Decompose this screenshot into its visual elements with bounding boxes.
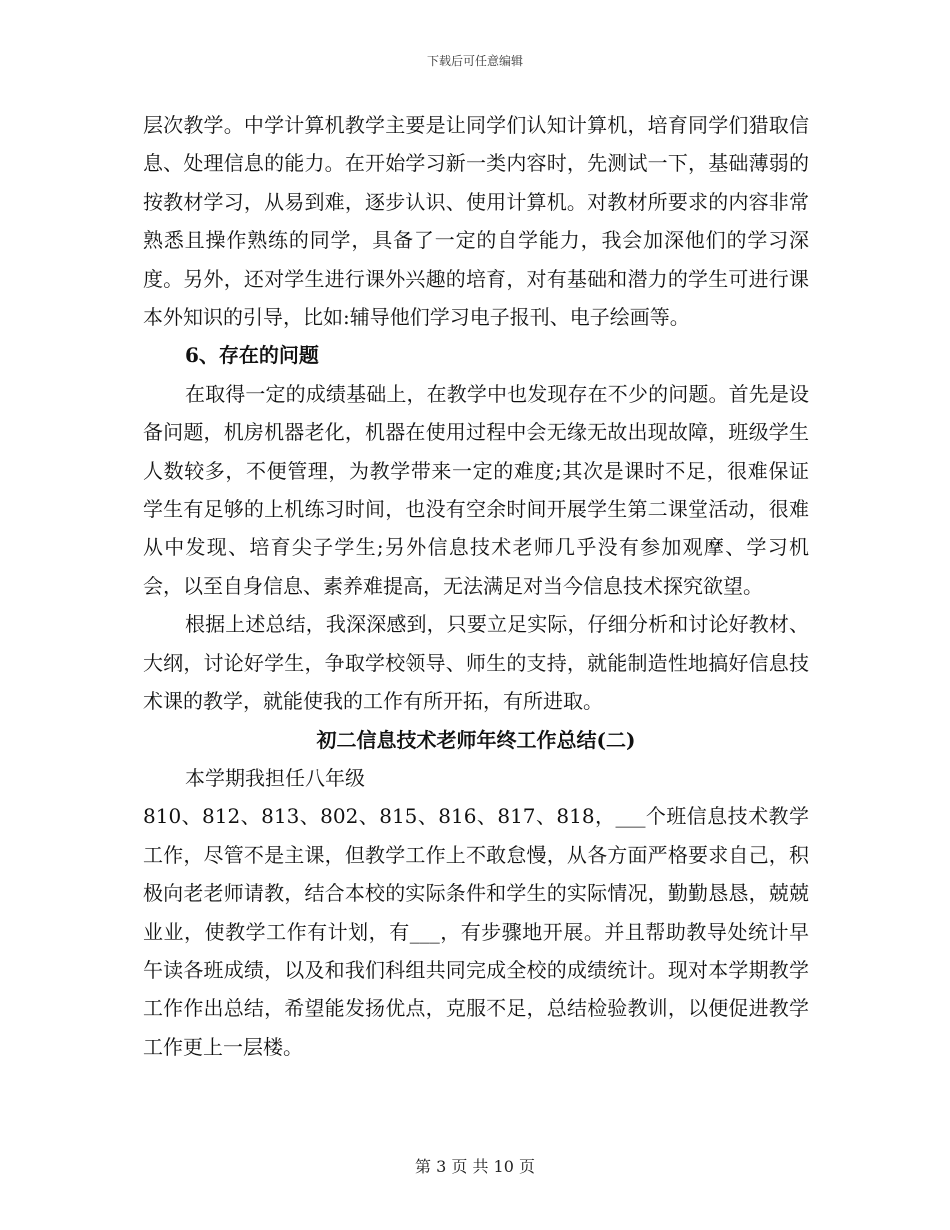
page-number: 第 3 页 共 10 页 bbox=[415, 1157, 535, 1176]
continued-paragraph: 层次教学。中学计算机教学主要是让同学们认知计算机，培育同学们猎取信息、处理信息的能力。在开始学习新一类内容时，先测试一下，基础薄弱的按教材学习，从易到难，逐步认识、使用计算机。对教材所要求的内容非常熟悉且操作熟练的同学，具备了一定的自学能力，我会加深他们的学习深度。另外，还对学生进行课外兴趣的培育，对有基础和潜力的学生可进行课本外知识的引导，比如:辅导他们学习电子报刊、电子绘画等。 bbox=[143, 113, 809, 330]
intro-line: 本学期我担任八年级 bbox=[185, 765, 365, 790]
document-title-part-two: 初二信息技术老师年终工作总结(二) bbox=[316, 727, 636, 752]
conclusion-paragraph: 根据上述总结，我深深感到，只要立足实际，仔细分析和讨论好教材、大纲，讨论好学生，争取学校领导、师生的支持，就能制造性地搞好信息技术课的教学，就能使我的工作有所开拓，有所进取。 bbox=[143, 612, 809, 714]
summary-paragraph: 810、812、813、802、815、816、817、818，___个班信息技术教学工作，尽管不是主课，但教学工作上不敢怠慢，从各方面严格要求自己，积极向老老师请教，结合本校的实际条件和学生的实际情况，勤勤恳恳，兢兢业业，使教学工作有计划，有___，有步骤地开展。并且帮助教导处统计早午读各班成绩，以及和我们科组共同完成全校的成绩统计。现对本学期教学工作作出总结，希望能发扬优点，克服不足，总结检验教训，以便促进教学工作更上一层楼。 bbox=[143, 804, 809, 1059]
document-body bbox=[143, 106, 809, 1066]
problems-paragraph: 在取得一定的成绩基础上，在教学中也发现存在不少的问题。首先是设备问题，机房机器老化，机器在使用过程中会无缘无故出现故障，班级学生人数较多，不便管理，为教学带来一定的难度;其次是课时不足，很难保证学生有足够的上机练习时间，也没有空余时间开展学生第二课堂活动，很难从中发现、培育尖子学生;另外信息技术老师几乎没有参加观摩、学习机会，以至自身信息、素养难提高，无法满足对当今信息技术探究欲望。 bbox=[143, 381, 809, 598]
section-heading-problems: 6、存在的问题 bbox=[185, 343, 319, 368]
download-note: 下载后可任意编辑 bbox=[426, 54, 523, 68]
